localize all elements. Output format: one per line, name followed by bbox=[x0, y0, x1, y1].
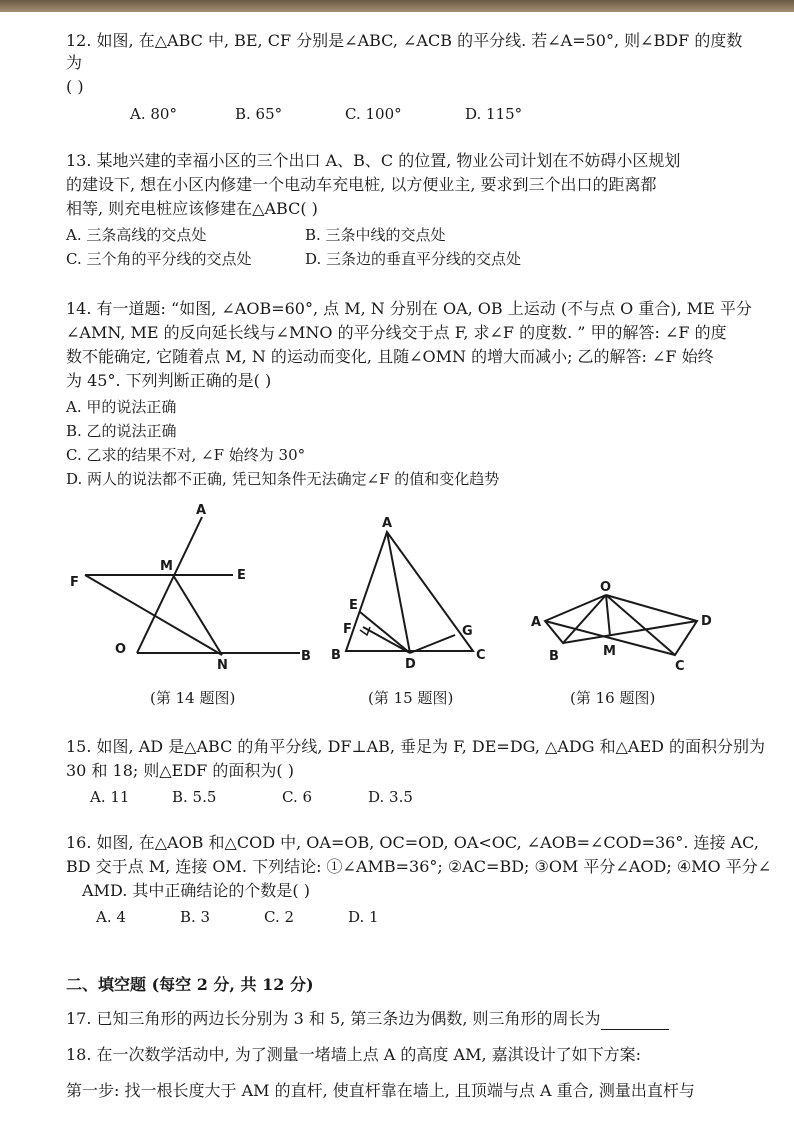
fig16-triangle-aob bbox=[545, 595, 606, 643]
q12-line-1: 12. 如图, 在△ABC 中, BE, CF 分别是∠ABC, ∠ACB 的平分线. 若∠A=50°, 则∠BDF 的度数 bbox=[66, 31, 743, 50]
q13-option-a: A. 三条高线的交点处 bbox=[66, 226, 207, 244]
fig14-label-f: F bbox=[70, 575, 79, 590]
fig15-label-f: F bbox=[343, 622, 352, 637]
q14-line-3: 数不能确定, 它随着点 M, N 的运动而变化, 且随∠OMN 的增大而减小; 乙的解答: ∠F 始终 bbox=[66, 347, 714, 366]
q16-option-c: C. 2 bbox=[264, 908, 295, 926]
fig16-segment-om bbox=[606, 595, 610, 636]
q14-option-c: C. 乙求的结果不对, ∠F 始终为 30° bbox=[66, 446, 306, 464]
fig14-label-m: M bbox=[160, 559, 173, 574]
fig16-label-o: O bbox=[600, 580, 612, 595]
q13-line-3: 相等, 则充电桩应该修建在△ABC( ) bbox=[66, 199, 318, 218]
fig16-segment-bd bbox=[563, 621, 697, 643]
q16-option-a: A. 4 bbox=[96, 908, 126, 926]
q12-option-d: D. 115° bbox=[465, 105, 523, 123]
q12-option-a: A. 80° bbox=[130, 105, 177, 123]
fig14-caption: (第 14 题图) bbox=[150, 689, 236, 707]
q15-option-d: D. 3.5 bbox=[368, 788, 413, 806]
q14-line-2: ∠AMN, ME 的反向延长线与∠MNO 的平分线交于点 F, 求∠F 的度数. ” 甲的解答: ∠F 的度 bbox=[66, 323, 727, 342]
q16-line-1: 16. 如图, 在△AOB 和△COD 中, OA=OB, OC=OD, OA<OC, ∠AOB=∠COD=36°. 连接 AC, bbox=[66, 833, 759, 852]
figure-16 bbox=[531, 580, 712, 674]
q14-line-1: 14. 有一道题: “如图, ∠AOB=60°, 点 M, N 分别在 OA, OB 上运动 (不与点 O 重合), ME 平分 bbox=[66, 299, 752, 318]
fig14-segment-fn bbox=[85, 575, 222, 655]
q13-option-c: C. 三个角的平分线的交点处 bbox=[66, 250, 252, 268]
figure-14 bbox=[70, 503, 311, 673]
q16-line-3: AMD. 其中正确结论的个数是( ) bbox=[82, 881, 310, 900]
fig16-label-d: D bbox=[701, 614, 712, 629]
q15-option-b: B. 5.5 bbox=[172, 788, 217, 806]
q15-option-a: A. 11 bbox=[90, 788, 130, 806]
fig14-segment-mn bbox=[173, 575, 222, 655]
q17-line-1 bbox=[66, 1008, 669, 1030]
q13-option-d: D. 三条边的垂直平分线的交点处 bbox=[305, 250, 522, 268]
fig14-label-o: O bbox=[115, 642, 127, 657]
fig16-caption: (第 16 题图) bbox=[570, 689, 656, 707]
fig16-label-c: C bbox=[675, 659, 685, 674]
fig15-perp-df bbox=[363, 627, 410, 653]
q15-line-1: 15. 如图, AD 是△ABC 的角平分线, DF⊥AB, 垂足为 F, DE=DG, △ADG 和△AED 的面积分别为 bbox=[66, 737, 766, 756]
q17-text: 17. 已知三角形的两边长分别为 3 和 5, 第三条边为偶数, 则三角形的周长为 bbox=[66, 1009, 601, 1028]
fig16-triangle-cod bbox=[606, 595, 697, 655]
q12-option-c: C. 100° bbox=[345, 105, 402, 123]
fig16-label-a: A bbox=[531, 615, 542, 630]
fig16-label-b: B bbox=[549, 649, 559, 664]
fig15-label-e: E bbox=[349, 598, 358, 613]
fig15-label-c: C bbox=[476, 648, 486, 663]
q16-option-d: D. 1 bbox=[348, 908, 379, 926]
section-2-title: 二、填空题 (每空 2 分, 共 12 分) bbox=[66, 975, 314, 994]
q16-option-b: B. 3 bbox=[180, 908, 211, 926]
q13-option-b: B. 三条中线的交点处 bbox=[305, 226, 446, 244]
q12-answer-paren: ( ) bbox=[66, 77, 84, 96]
q12-line-2: 为 bbox=[66, 53, 83, 72]
q13-line-2: 的建设下, 想在小区内修建一个电动车充电桩, 以方便业主, 要求到三个出口的距离都 bbox=[66, 175, 657, 194]
q14-line-4: 为 45°. 下列判断正确的是( ) bbox=[66, 371, 272, 390]
q16-line-2: BD 交于点 M, 连接 OM. 下列结论: ①∠AMB=36°; ②AC=BD; ③OM 平分∠AOD; ④MO 平分∠ bbox=[66, 857, 772, 876]
fig14-label-a: A bbox=[196, 503, 207, 518]
figure-15 bbox=[331, 516, 486, 672]
fig15-label-a: A bbox=[382, 516, 393, 531]
fig14-ray-oa bbox=[137, 517, 202, 653]
fig15-label-d: D bbox=[405, 657, 416, 672]
fig15-bisector-ad bbox=[387, 532, 410, 653]
fig14-label-e: E bbox=[237, 568, 246, 583]
fig15-label-g: G bbox=[462, 624, 473, 639]
q15-option-c: C. 6 bbox=[282, 788, 313, 806]
q14-option-a: A. 甲的说法正确 bbox=[66, 398, 177, 416]
fig16-label-m: M bbox=[603, 644, 616, 659]
figures-row bbox=[0, 495, 794, 695]
fig15-label-b: B bbox=[331, 648, 341, 663]
q14-option-b: B. 乙的说法正确 bbox=[66, 422, 177, 440]
fig14-label-n: N bbox=[217, 658, 228, 673]
fig14-label-b: B bbox=[301, 649, 311, 664]
q15-line-2: 30 和 18; 则△EDF 的面积为( ) bbox=[66, 761, 294, 780]
q18-line-1: 18. 在一次数学活动中, 为了测量一堵墙上点 A 的高度 AM, 嘉淇设计了如下方案: bbox=[66, 1045, 642, 1064]
q18-line-2: 第一步: 找一根长度大于 AM 的直杆, 使直杆靠在墙上, 且顶端与点 A 重合, 测量出直杆与 bbox=[66, 1081, 695, 1100]
q14-option-d: D. 两人的说法都不正确, 凭已知条件无法确定∠F 的值和变化趋势 bbox=[66, 470, 500, 488]
q13-line-1: 13. 某地兴建的幸福小区的三个出口 A、B、C 的位置, 物业公司计划在不妨碍小区规划 bbox=[66, 151, 681, 170]
fig15-caption: (第 15 题图) bbox=[368, 689, 454, 707]
q17-answer-blank[interactable] bbox=[601, 1013, 669, 1030]
q12-option-b: B. 65° bbox=[235, 105, 283, 123]
